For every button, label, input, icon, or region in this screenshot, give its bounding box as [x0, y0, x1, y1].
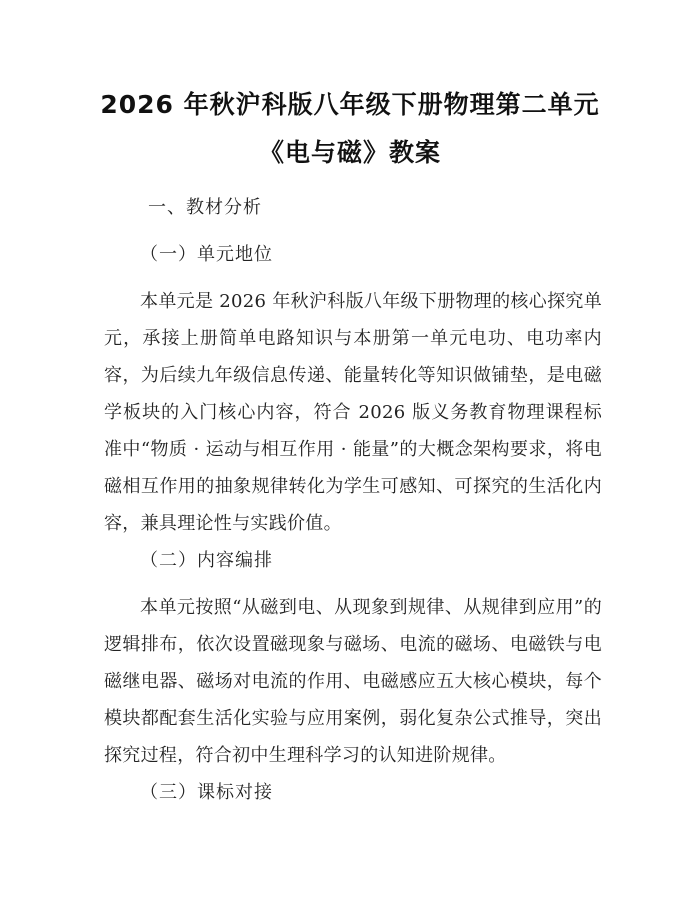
subsection-heading-content-arrangement: （二）内容编排 [140, 550, 273, 571]
document-title-line-2: 《电与磁》教案 [258, 138, 441, 167]
paragraph-unit-position: 本单元是 2026 年秋沪科版八年级下册物理的核心探究单元，承接上册简单电路知识与本册第一单元电功、电功率内容，为后续九年级信息传递、能量转化等知识做铺垫，是电磁学板块的入门核心内容，符合 2026 版义务教育物理课程标准中“物质 · 运动与相互作用 · 能量”的大概念架构要求，将电磁相互作用的抽象规律转化为学生可感知、可探究的生活化内容，兼具理论性与实践价值。 [104, 291, 602, 534]
section-heading-textbook-analysis: 一、教材分析 [148, 197, 262, 218]
document-title-line-1: 2026 年秋沪科版八年级下册物理第二单元 [100, 90, 600, 119]
subsection-heading-curriculum-alignment: （三）课标对接 [140, 782, 273, 803]
paragraph-content-arrangement: 本单元按照“从磁到电、从现象到规律、从规律到应用”的逻辑排布，依次设置磁现象与磁场、电流的磁场、电磁铁与电磁继电器、磁场对电流的作用、电磁感应五大核心模块，每个模块都配套生活化实验与应用案例，弱化复杂公式推导，突出探究过程，符合初中生理科学习的认知进阶规律。 [104, 597, 602, 766]
subsection-heading-unit-position: （一）单元地位 [140, 244, 273, 265]
